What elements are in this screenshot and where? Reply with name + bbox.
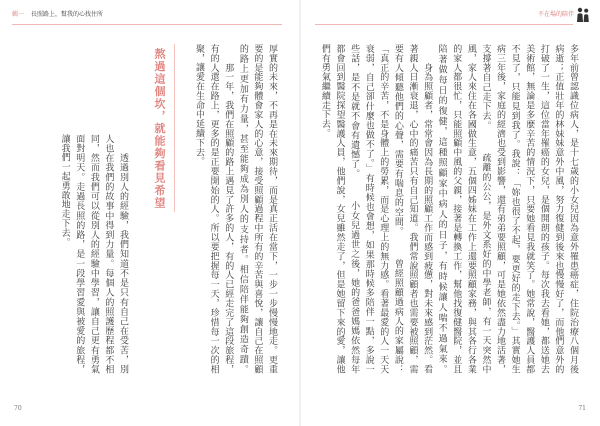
left-page-header	[12, 9, 103, 21]
right-header-rule	[315, 24, 573, 25]
section-title: 熬過這個坎，就能夠看見希望	[153, 48, 166, 210]
right-page-header	[538, 9, 574, 21]
right-page-body-text: 多年前曾認識位病人，是十七歲的小女兒因為意外罹患癌症，住院治療八個月後病逝；正值壯年的林妹妹意外中風，努力復健到後來也慢慢好了，而他們意外的打破了一生，這位當年罹癌的女兒，是個開朗的孩子。每次我去看她，都送她去美術館，無論是多麼辛苦的情況下，只要她看見我就笑了。她常說，醫護人員都不見了，只能見到我了。我說：「妳也很了不起，要更好的走下去。」其實她生病三年後，家庭的經濟也受到影響，還有弟弟要照顧，可是她依然盡力地活著，支撐著自己走下去。 疏離的公公，是外文系好的中學老師，有一天突然中風，家人來住在各國做生意，五個四姊妹在工作上還要照顧家務，與其各行各業的家人都很忙，只能照顧中風的父親，接著是轉換工作，幫他找復健醫院，並且陪著做每日的復健，這種照顧家中病人的日子，有時候讓人喘不過氣來。 身為照顧者，常常會因為長期的照顧工作而感到疲憊，對未來感到茫然。看著親人日漸衰退，心中的痛苦只有自己知道。我們常說照顧者也需要被照顧，需要有人傾聽他們的心聲，需要有喘息的空間。 曾經照顧過病人的家屬說：「真正的辛苦，不是身體上的勞累，而是心理上的無力感。看著最愛的人一天天衰弱，自己卻什麼也做不了。」有時候也會想，如果那時候多陪伴一點，多說一些話，是不是就不會有遺憾了。 小女兒過世之後，她的爸爸媽媽依然每年都會回到醫院探望醫護人員，他們說，女兒雖然走了，但是她留下來的愛，讓他們有勇氣繼續走下去。	[319, 44, 578, 374]
left-page-body-text: 厚實的未來，不再是在未來期待，而是真正活在當下，一步一步慢慢地走。更重要的是能夠體會家人的心意，接受照顧過程中所有的辛苦與喜悅，讓自己在照顧的路上更加有力量，甚至能夠成為別人的支持者。相信陪伴能夠創造奇蹟。 那一年，我們在照顧的路上遇見了許多的人，有的人已經走完了這段旅程，有的人還在路上，更多的是正要開始的人。所以要把握每一天，珍惜每一次的相聚，讓愛在生命中延續下去。	[194, 44, 277, 374]
left-page-section-text: 透過別人的經驗，我們知道不是只有自己在受苦，別人也在我們的故事中得到力量。每個人的照護歷程都不相同，然而我們可以從別人的經驗中學習，讓自己更有勇氣面對明天。走過長照的路，是一段學習愛與被愛的旅程，讓我們一起勇敢地走下去。	[59, 134, 128, 374]
right-page-number: 71	[578, 405, 586, 412]
section-title-divider	[174, 44, 175, 212]
right-page	[301, 0, 600, 426]
right-header-book-title: 不在場的陪伴	[537, 11, 574, 18]
left-header-rule	[12, 24, 282, 25]
left-page	[0, 0, 299, 426]
two-figures-logo-icon	[576, 7, 590, 23]
left-header-title: 長照路上，幫我的心找住所	[30, 11, 103, 18]
left-header-section: 輯一	[12, 11, 25, 18]
left-page-number: 70	[14, 405, 22, 412]
